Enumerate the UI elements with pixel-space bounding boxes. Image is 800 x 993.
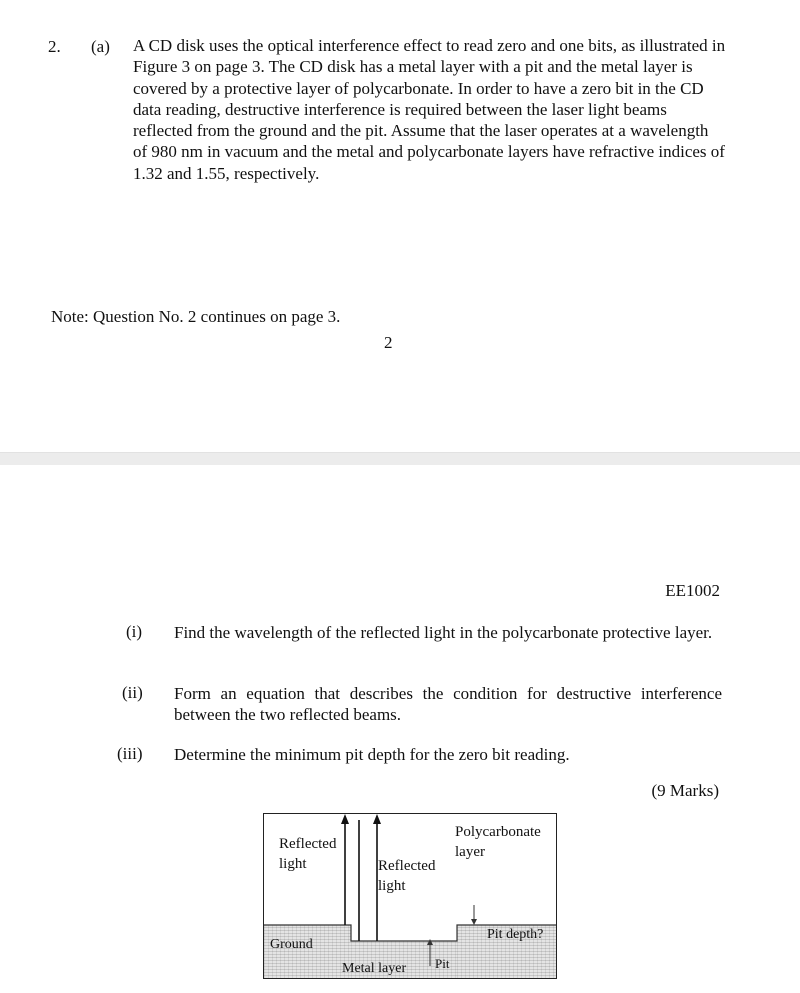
pit-depth-arrowhead-up: [427, 939, 433, 945]
question-paragraph: A CD disk uses the optical interference effect to read zero and one bits, as illustrated in Figure 3 on page 3. The CD disk has a metal layer with a pit and the metal layer is covered by a protective layer of polycarbonate. In order to have a zero bit in the CD data reading, destructive interference is required between the laser light beams reflected from the ground and the pit. Assume that the laser operates at a wavelength of 980 nm in vacuum and the metal and polycarbonate layers have refractive indices of 1.32 and 1.55, respectively.: [133, 36, 726, 183]
reflected-light-left-line2: light: [279, 856, 307, 872]
pit-label: Pit: [435, 956, 450, 971]
subquestion-text: Find the wavelength of the reflected light in the polycarbonate protective layer.: [174, 623, 713, 642]
part-label: (a): [91, 37, 110, 56]
arrowhead-left: [341, 814, 349, 824]
subquestion-text: Form an equation that describes the condition for destructive interference between the two reflected beams.: [174, 684, 722, 724]
subquestion-label: (iii): [117, 744, 143, 763]
continuation-note: Note: Question No. 2 continues on page 3.: [51, 307, 341, 326]
page-lower: [0, 465, 800, 993]
metal-layer-label: Metal layer: [342, 961, 407, 976]
page-upper: [0, 0, 800, 452]
polycarbonate-label-line2: layer: [455, 844, 485, 860]
question-number: 2.: [48, 37, 61, 56]
cd-pit-figure: [263, 813, 557, 979]
marks: (9 Marks): [651, 781, 719, 800]
reflected-light-right-line2: light: [378, 878, 406, 894]
page-divider: [0, 452, 800, 465]
reflected-light-right-line1: Reflected: [378, 858, 436, 874]
reflected-light-left-line1: Reflected: [279, 836, 337, 852]
subquestion-label: (ii): [122, 683, 143, 702]
ground-label: Ground: [270, 937, 313, 952]
page-number: 2: [384, 333, 393, 352]
arrowhead-right: [373, 814, 381, 824]
polycarbonate-label-line1: Polycarbonate: [455, 824, 541, 840]
pit-depth-label: Pit depth?: [487, 927, 544, 942]
subquestion-text: Determine the minimum pit depth for the zero bit reading.: [174, 745, 570, 764]
course-code: EE1002: [665, 581, 720, 600]
subquestion-label: (i): [126, 622, 143, 641]
pit-depth-arrowhead-down: [471, 919, 477, 925]
